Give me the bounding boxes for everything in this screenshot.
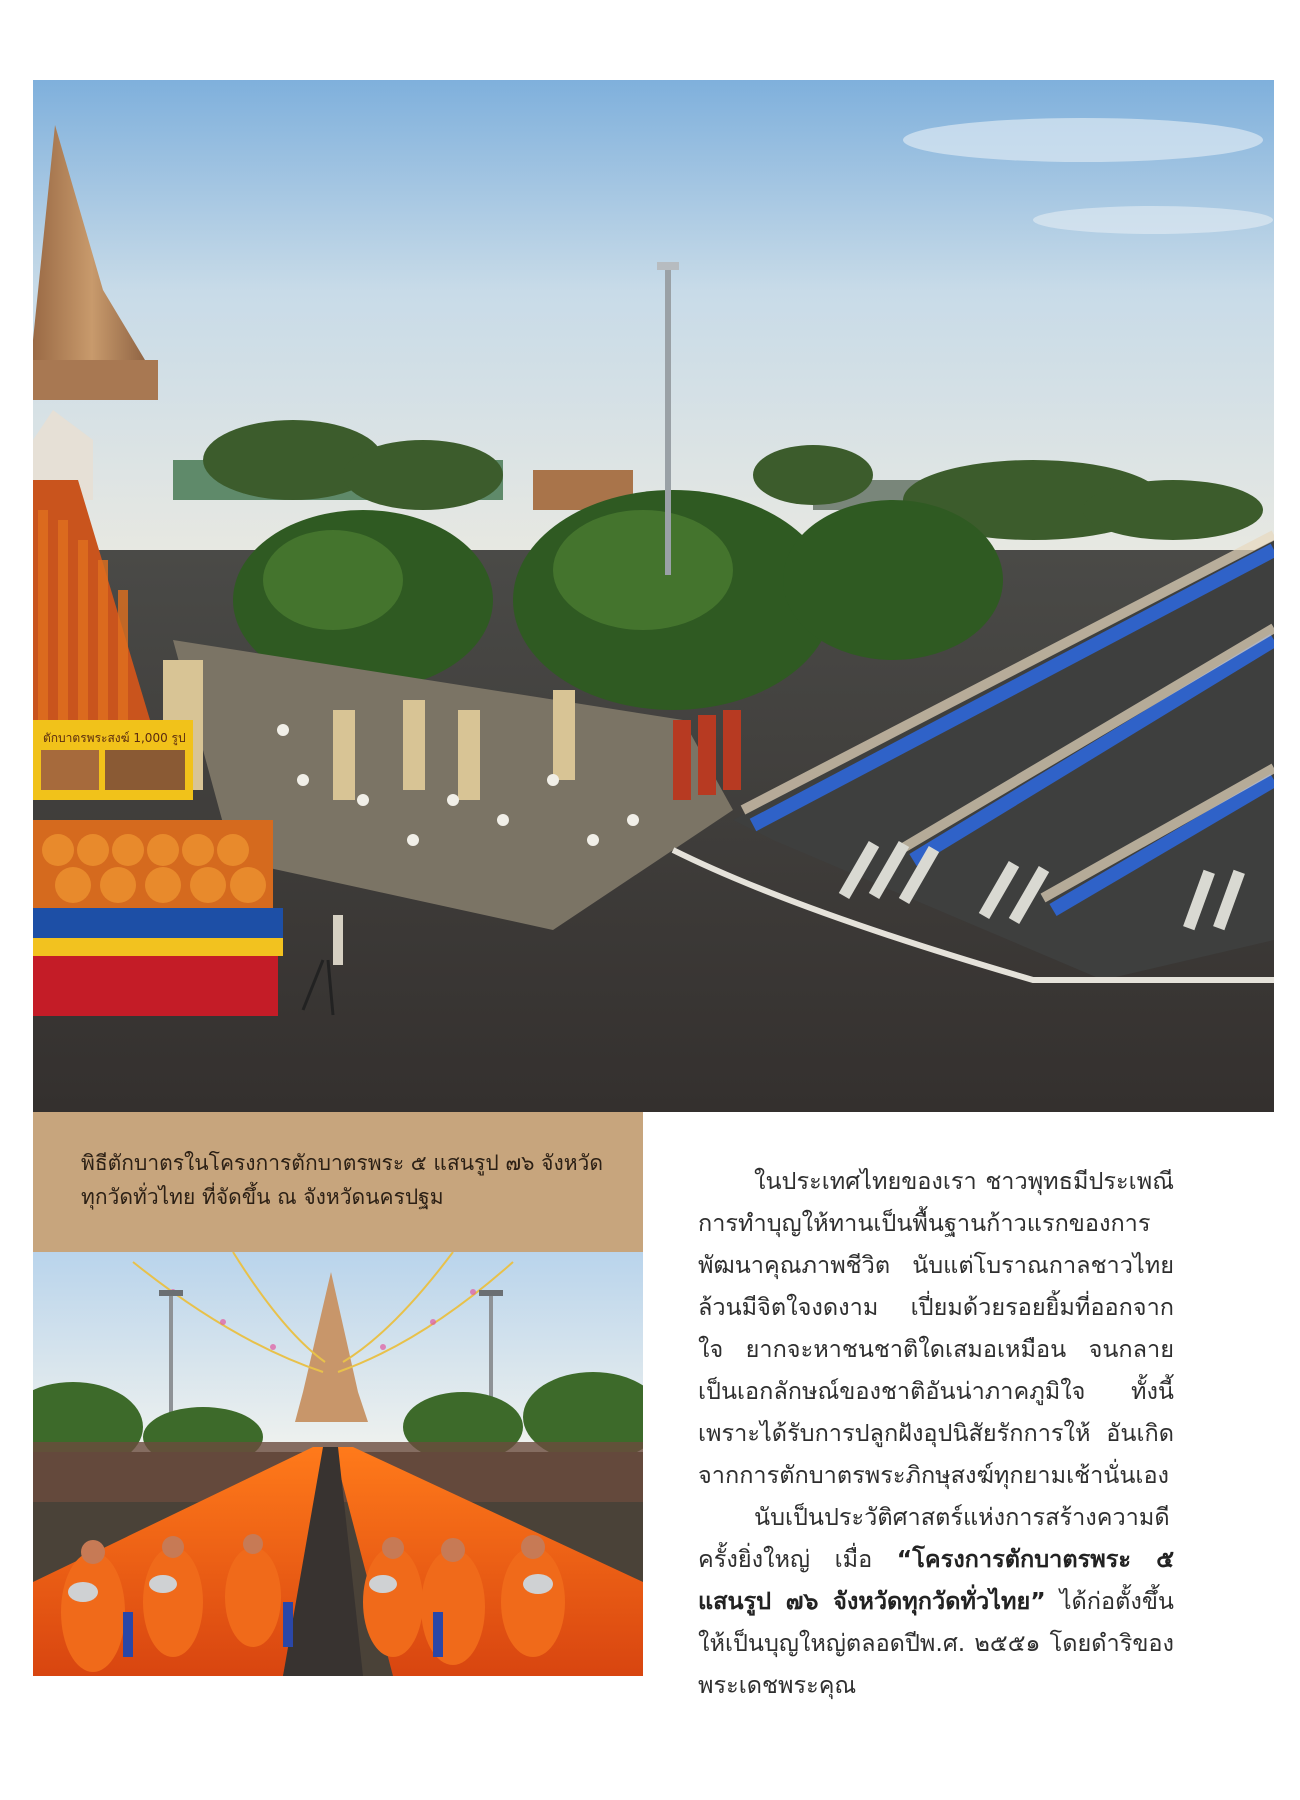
- caption-line-1: พิธีตักบาตรในโครงการตักบาตรพระ ๕ แสนรูป ๗๖ จังหวัด: [81, 1151, 603, 1175]
- article-body: [698, 1160, 1174, 1706]
- paragraph-2: [698, 1496, 1174, 1706]
- paragraph-2-rest: ได้ก่อตั้งขึ้นให้เป็นบุญใหญ่ตลอดปีพ.ศ. ๒๕๕๑ โดยดำริของพระเดชพระคุณ: [698, 1587, 1174, 1699]
- project-name: “โครงการตักบาตรพระ ๕ แสนรูป ๗๖ จังหวัดทุกวัดทั่วไทย”: [698, 1545, 1174, 1615]
- caption-line-2: ทุกวัดทั่วไทย ที่จัดขึ้น ณ จังหวัดนครปฐม: [81, 1185, 444, 1209]
- monks-alms-photo: [33, 1252, 643, 1676]
- banner-text: ตักบาตรพระสงฆ์ 1,000 รูป: [43, 731, 186, 745]
- paragraph-2-intro: นับเป็นประวัติศาสตร์แห่งการสร้างความดีครั้งยิ่งใหญ่ เมื่อ: [698, 1503, 1170, 1573]
- paragraph-1: ในประเทศไทยของเรา ชาวพุทธมีประเพณีการทำบุญให้ทานเป็นพื้นฐานก้าวแรกของการพัฒนาคุณภาพชีวิต นับแต่โบราณกาลชาวไทยล้วนมีจิตใจงดงาม เปี่ยมด้วยรอยยิ้มที่ออกจากใจ ยากจะหาชนชาติใดเสมอเหมือน จนกลายเป็นเอกลักษณ์ของชาติอันน่าภาคภูมิใจ ทั้งนี้ เพราะได้รับการปลูกฝังอุปนิสัยรักการให้ อันเกิดจากการตักบาตรพระภิกษุสงฆ์ทุกยามเช้านั่นเอง: [698, 1167, 1174, 1489]
- photo-caption: [33, 1112, 643, 1252]
- panorama-photo: [33, 80, 1274, 1112]
